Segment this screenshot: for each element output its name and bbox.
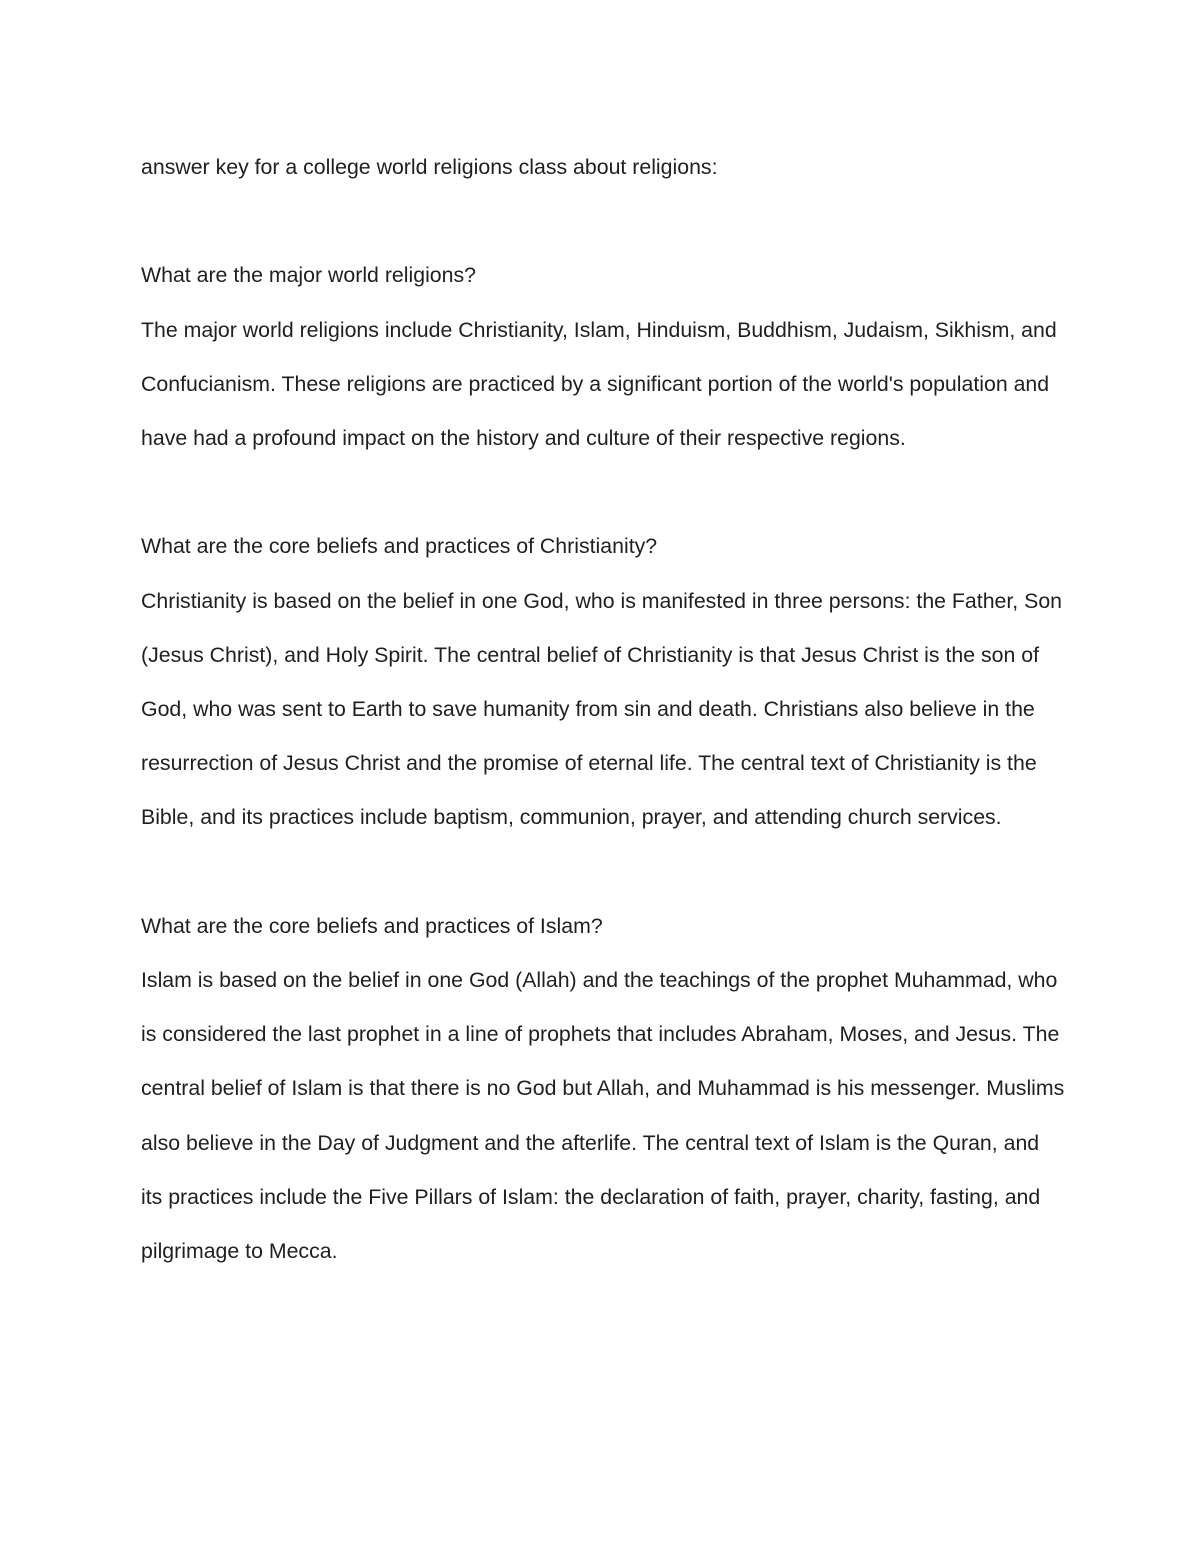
qa-section-major-religions	[141, 248, 1066, 465]
answer-text: Islam is based on the belief in one God (Allah) and the teachings of the prophet Muhammad, who is considered the last prophet in a line of prophets that includes Abraham, Moses, and Jesus. The central belief of Islam is that there is no God but Allah, and Muhammad is his messenger. Muslims also believe in the Day of Judgment and the afterlife. The central text of Islam is the Quran, and its practices include the Five Pillars of Islam: the declaration of faith, prayer, charity, fasting, and pilgrimage to Mecca.	[141, 968, 1065, 1264]
answer-text: Christianity is based on the belief in one God, who is manifested in three persons: the Father, Son (Jesus Christ), and Holy Spirit. The central belief of Christianity is that Jesus Christ is the son of God, who was sent to Earth to save humanity from sin and death. Christians also believe in the resurrection of Jesus Christ and the promise of eternal life. The central text of Christianity is the Bible, and its practices include baptism, communion, prayer, and attending church services.	[141, 588, 1063, 830]
question-text: What are the core beliefs and practices of Christianity?	[141, 534, 658, 559]
qa-section-islam	[141, 899, 1066, 1278]
document-body	[141, 140, 1066, 1278]
answer-text: The major world religions include Christianity, Islam, Hinduism, Buddhism, Judaism, Sikhism, and Confucianism. These religions are practiced by a significant portion of the world's population and have had a profound impact on the history and culture of their respective regions.	[141, 317, 1057, 450]
question-text: What are the major world religions?	[141, 263, 476, 288]
document-intro: answer key for a college world religions class about religions:	[141, 155, 718, 179]
question-text: What are the core beliefs and practices of Islam?	[141, 913, 603, 938]
qa-section-christianity	[141, 519, 1066, 844]
